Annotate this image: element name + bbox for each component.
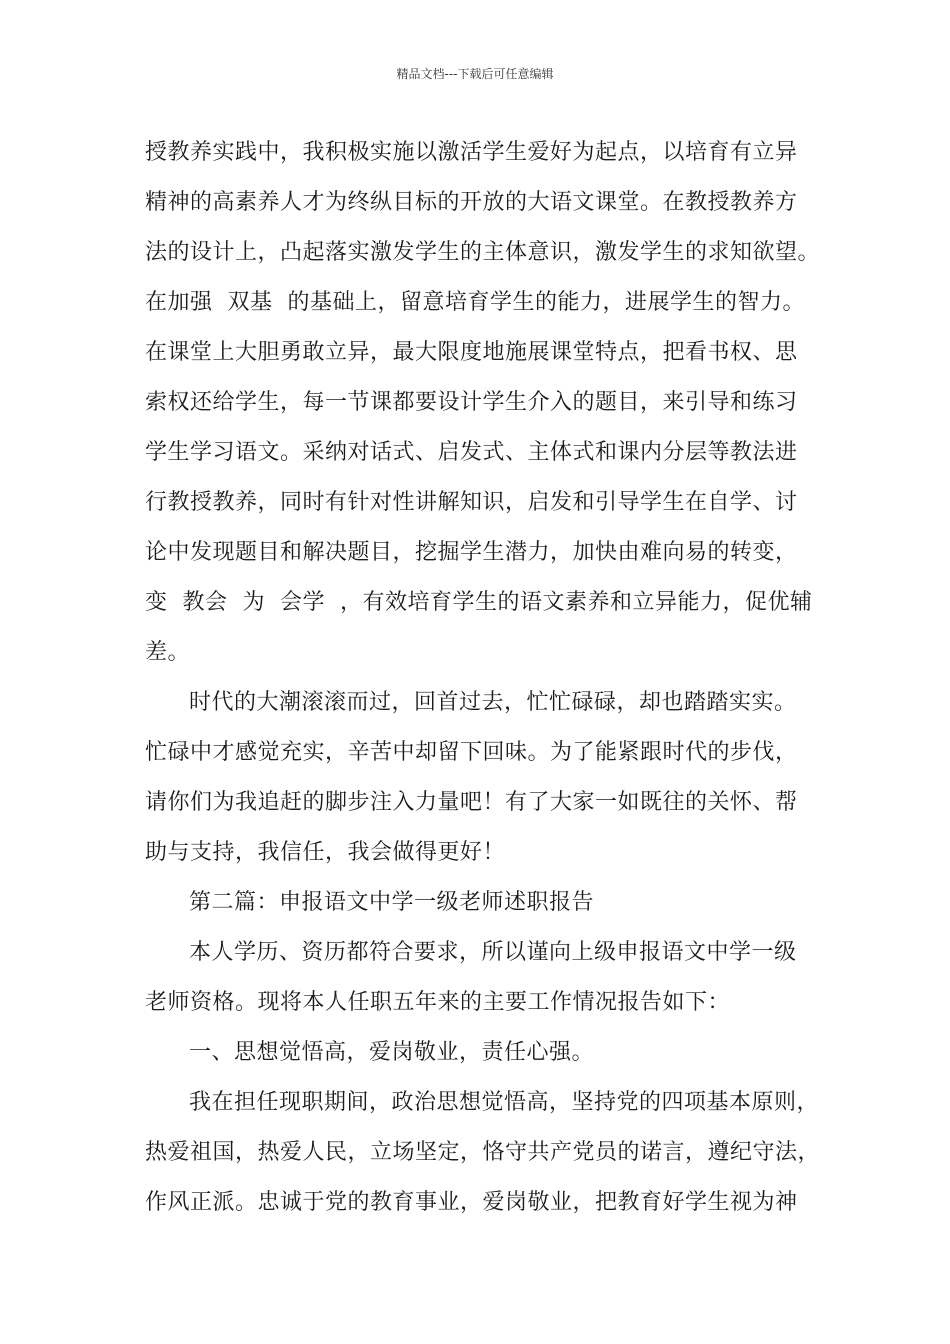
text-line: 变 教会 为 会学 ，有效培育学生的语文素养和立异能力，促优辅 bbox=[145, 590, 813, 615]
document-body bbox=[145, 128, 835, 1228]
subsection-heading: 一、思想觉悟高，爱岗敬业，责任心强。 bbox=[189, 1040, 595, 1065]
text-line: 在课堂上大胆勇敢立异，最大限度地施展课堂特点，把看书权、思 bbox=[145, 340, 798, 365]
paragraph-start-line: 我在担任现职期间，政治思想觉悟高，坚持党的四项基本原则， bbox=[189, 1090, 820, 1115]
text-line: 差。 bbox=[145, 640, 191, 665]
text-line: 热爱祖国，热爱人民，立场坚定，恪守共产党员的诺言，遵纪守法， bbox=[145, 1140, 821, 1165]
text-line: 授教养实践中，我积极实施以激活学生爱好为起点，以培育有立异 bbox=[145, 140, 798, 165]
text-line: 助与支持，我信任，我会做得更好！ bbox=[145, 840, 506, 865]
section-heading: 第二篇：申报语文中学一级老师述职报告 bbox=[189, 890, 595, 915]
text-line: 法的设计上，凸起落实激发学生的主体意识，激发学生的求知欲望。 bbox=[145, 240, 821, 265]
text-line: 在加强 双基 的基础上，留意培育学生的能力，进展学生的智力。 bbox=[145, 290, 805, 315]
text-line: 行教授教养，同时有针对性讲解知识，启发和引导学生在自学、讨 bbox=[145, 490, 798, 515]
paragraph-start-line: 本人学历、资历都符合要求，所以谨向上级申报语文中学一级 bbox=[189, 940, 797, 965]
paragraph-start-line: 时代的大潮滚滚而过，回首过去，忙忙碌碌，却也踏踏实实。 bbox=[189, 690, 797, 715]
text-line: 索权还给学生，每一节课都要设计学生介入的题目，来引导和练习 bbox=[145, 390, 798, 415]
page-header: 精品文档---下载后可任意编辑 bbox=[396, 67, 554, 81]
text-line: 学生学习语文。采纳对话式、启发式、主体式和课内分层等教法进 bbox=[145, 440, 798, 465]
text-line: 老师资格。现将本人任职五年来的主要工作情况报告如下： bbox=[145, 990, 731, 1015]
text-line: 作风正派。忠诚于党的教育事业，爱岗敬业，把教育好学生视为神 bbox=[145, 1190, 798, 1215]
text-line: 请你们为我追赶的脚步注入力量吧！有了大家一如既往的关怀、帮 bbox=[145, 790, 798, 815]
text-line: 精神的高素养人才为终纵目标的开放的大语文课堂。在教授教养方 bbox=[145, 190, 798, 215]
text-line: 论中发现题目和解决题目，挖掘学生潜力，加快由难向易的转变， bbox=[145, 540, 798, 565]
text-line: 忙碌中才感觉充实，辛苦中却留下回味。为了能紧跟时代的步伐， bbox=[145, 740, 798, 765]
